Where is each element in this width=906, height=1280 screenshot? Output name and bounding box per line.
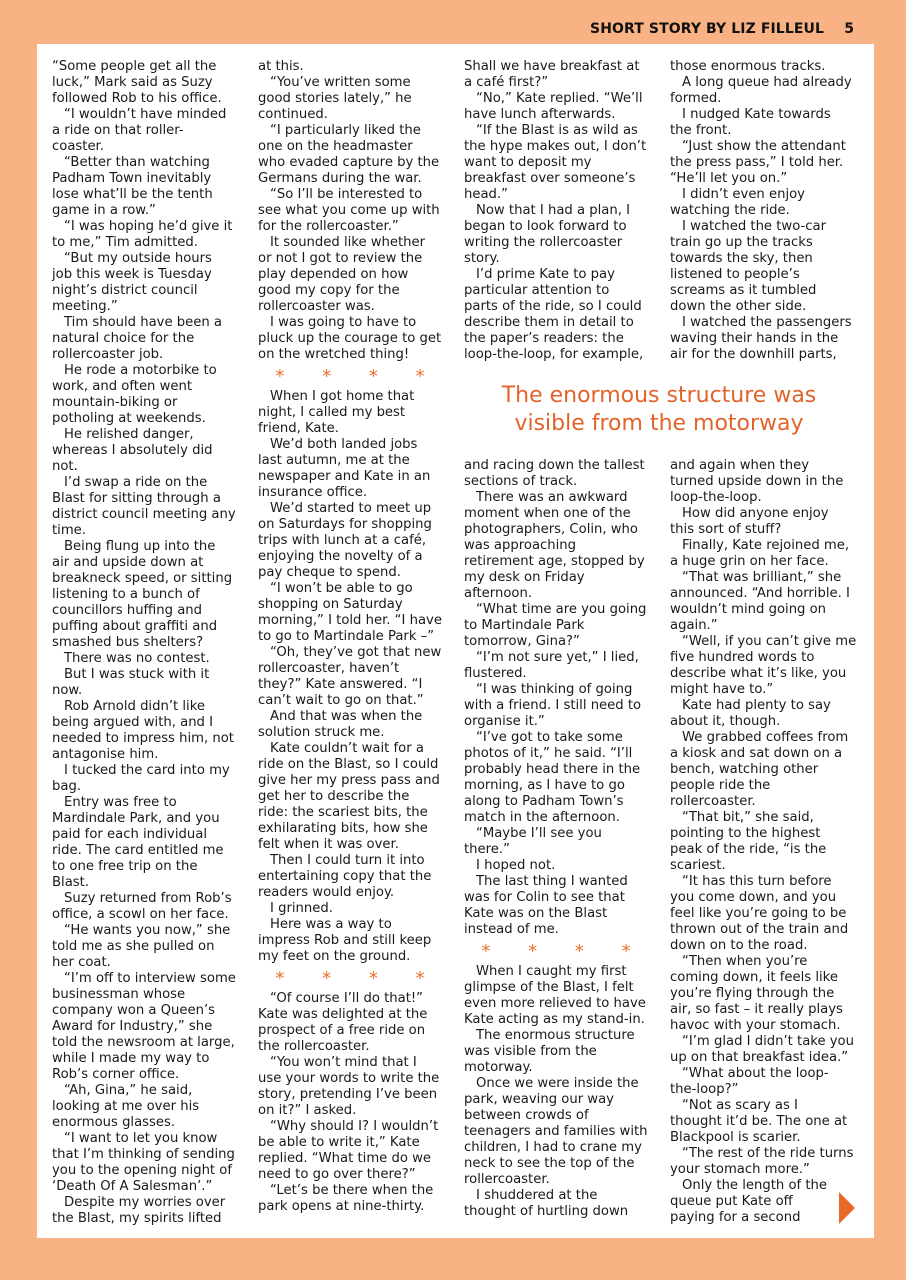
text-line: I’d prime Kate to pay: [476, 267, 615, 282]
text-line: Kate acting as my stand-in.: [464, 1012, 645, 1027]
text-line: again.”: [670, 618, 718, 633]
text-line: glimpse of the Blast, I felt: [464, 980, 634, 995]
text-line: We’d both landed jobs: [270, 437, 418, 452]
text-line: Rob Arnold didn’t like: [64, 699, 205, 714]
text-line: morning,” I told her. “I have: [258, 613, 442, 628]
text-line: sections of track.: [464, 474, 578, 489]
text-line: and racing down the tallest: [464, 458, 645, 473]
text-line: rollercoaster was.: [258, 299, 375, 314]
text-line: motorway.: [464, 1060, 533, 1075]
text-line: “You’ve written some: [270, 75, 411, 90]
text-line: even more relieved to have: [464, 996, 646, 1011]
text-line: Finally, Kate rejoined me,: [682, 538, 850, 553]
text-line: to Martindale Park: [464, 618, 585, 633]
column-2-part-b: [258, 389, 448, 965]
text-line: Award for Industry,” she: [52, 1019, 213, 1034]
text-line: might have to.”: [670, 682, 774, 697]
text-line: work, and often went: [52, 379, 193, 394]
text-line: “Not as scary as I: [682, 1098, 798, 1113]
text-line: the rollercoaster.: [258, 1039, 370, 1054]
text-line: “Let’s be there when the: [270, 1183, 434, 1198]
text-line: Padham Town inevitably: [52, 171, 212, 186]
text-line: now.: [52, 683, 83, 698]
text-line: on the wretched thing!: [258, 347, 410, 362]
text-line: while I made my way to: [52, 1051, 210, 1066]
text-line: I hoped not.: [476, 858, 556, 873]
text-line: to go to Martindale Park –”: [258, 629, 435, 644]
text-line: rollercoaster job.: [52, 347, 164, 362]
text-line: writing the rollercoaster: [464, 235, 623, 250]
text-line: exhilarating bits, how she: [258, 821, 428, 836]
text-line: I’d swap a ride on the: [64, 475, 208, 490]
page-header: [0, 0, 906, 44]
text-line: pointing to the highest: [670, 826, 821, 841]
text-line: at this.: [258, 59, 304, 74]
text-line: be able to write it,” Kate: [258, 1135, 420, 1150]
text-line: “No,” Kate replied. “We’ll: [476, 91, 643, 106]
text-line: luck,” Mark said as Suzy: [52, 75, 213, 90]
text-line: listening to a bunch of: [52, 587, 200, 602]
text-line: I nudged Kate towards: [682, 107, 831, 122]
text-line: a ride on that roller-: [52, 123, 184, 138]
text-line: “I won’t be able to go: [270, 581, 413, 596]
text-line: my desk on Friday: [464, 570, 585, 585]
pull-quote-line-1: The enormous structure was: [501, 383, 817, 408]
text-line: paying for a second: [670, 1210, 801, 1225]
text-line: prospect of a free ride on: [258, 1023, 426, 1038]
text-line: I grinned.: [270, 901, 333, 916]
text-line: “I was thinking of going: [476, 682, 633, 697]
text-line: you come down, and you: [670, 890, 837, 905]
text-line: peak of the ride, “is the: [670, 842, 827, 857]
text-line: Entry was free to: [64, 795, 177, 810]
text-line: good my copy for the: [258, 283, 400, 298]
text-line: the paper’s readers: the: [464, 331, 624, 346]
text-line: looking at me over his: [52, 1099, 200, 1114]
text-line: feel like you’re going to be: [670, 906, 847, 921]
column-2-part-c: [258, 991, 448, 1215]
column-2-part-a: [258, 59, 448, 363]
text-line: that I’m thinking of sending: [52, 1147, 235, 1162]
text-line: five hundred words to: [670, 650, 815, 665]
text-line: this sort of stuff?: [670, 522, 782, 537]
text-line: teenagers and families with: [464, 1124, 648, 1139]
text-line: Shall we have breakfast at: [464, 59, 640, 74]
text-line: ride. The card entitled me: [52, 843, 224, 858]
text-line: people ride the: [670, 778, 771, 793]
text-line: loop-the-loop, for example,: [464, 347, 644, 362]
text-line: Rob’s corner office.: [52, 1067, 180, 1082]
text-line: air and upside down at: [52, 555, 204, 570]
text-line: moment when one of the: [464, 506, 631, 521]
text-line: bench, watching other: [670, 762, 819, 777]
text-line: “If the Blast is as wild as: [476, 123, 638, 138]
column-4-bottom: [670, 458, 860, 1226]
text-line: “Oh, they’ve got that new: [270, 645, 442, 660]
section-divider: * * * *: [275, 366, 441, 387]
text-line: businessman whose: [52, 987, 186, 1002]
text-line: thought of hurtling down: [464, 1204, 629, 1219]
text-line: last autumn, me at the: [258, 453, 410, 468]
text-line: Being flung up into the: [64, 539, 216, 554]
text-line: “What time are you going: [476, 602, 647, 617]
text-line: rollercoaster.: [464, 1172, 550, 1187]
text-line: morning, as I have to go: [464, 778, 625, 793]
column-3-bottom: [464, 458, 654, 1220]
text-line: “I’m not sure yet,” I lied,: [476, 650, 639, 665]
text-line: impress Rob and still keep: [258, 933, 432, 948]
text-line: We grabbed coffees from: [682, 730, 849, 745]
text-line: “I’m off to interview some: [64, 971, 236, 986]
text-line: “I particularly liked the: [270, 123, 421, 138]
text-line: Kate was on the Blast: [464, 906, 608, 921]
text-line: have lunch afterwards.: [464, 107, 616, 122]
text-line: havoc with your stomach.: [670, 1018, 841, 1033]
text-line: He rode a motorbike to: [64, 363, 217, 378]
section-divider: * * * *: [481, 941, 647, 962]
text-line: on Saturdays for shopping: [258, 517, 432, 532]
text-line: you’re flying through the: [670, 986, 835, 1001]
text-line: A long queue had already: [682, 75, 852, 90]
text-line: I tucked the card into my: [64, 763, 230, 778]
text-line: the front.: [670, 123, 732, 138]
text-line: watching the ride.: [670, 203, 790, 218]
text-line: on it?” I asked.: [258, 1103, 357, 1118]
text-line: He relished danger,: [64, 427, 194, 442]
text-line: “Just show the attendant: [682, 139, 846, 154]
text-line: head.”: [464, 187, 508, 202]
text-line: want to deposit my: [464, 155, 592, 170]
text-line: flustered.: [464, 666, 527, 681]
text-line: mountain-biking or: [52, 395, 178, 410]
text-line: instead of me.: [464, 922, 559, 937]
text-line: night’s district council: [52, 283, 198, 298]
text-line: rollercoaster, haven’t: [258, 661, 400, 676]
text-line: train go up the tracks: [670, 235, 813, 250]
text-line: bag.: [52, 779, 82, 794]
text-line: Now that I had a plan, I: [476, 203, 630, 218]
text-line: air, so fast – it really plays: [670, 1002, 843, 1017]
text-line: game in a row.”: [52, 203, 156, 218]
text-line: paid for each individual: [52, 827, 207, 842]
text-line: about it, though.: [670, 714, 781, 729]
text-line: breakneck speed, or sitting: [52, 571, 233, 586]
text-line: pay cheque to spend.: [258, 565, 401, 580]
text-line: And that was when the: [270, 709, 423, 724]
text-line: describe what it’s like, you: [670, 666, 847, 681]
text-line: the press pass,” I told her.: [670, 155, 844, 170]
text-line: friend, Kate.: [258, 421, 339, 436]
text-line: was visible from the: [464, 1044, 597, 1059]
text-line: felt when it was over.: [258, 837, 399, 852]
text-line: need to go over there?”: [258, 1167, 416, 1182]
text-line: Despite my worries over: [64, 1195, 226, 1210]
text-line: for the rollercoaster.”: [258, 219, 399, 234]
text-line: afternoon.: [464, 586, 533, 601]
section-divider: * * * *: [275, 968, 441, 989]
story-byline: SHORT STORY BY LIZ FILLEUL: [590, 21, 824, 37]
text-line: up on that breakfast idea.”: [670, 1050, 849, 1065]
text-line: “I’m glad I didn’t take you: [682, 1034, 854, 1049]
text-line: ride on the Blast, so I could: [258, 757, 439, 772]
text-line: between crowds of: [464, 1108, 589, 1123]
text-line: puffing about graffiti and: [52, 619, 218, 634]
text-line: loop-the-loop.: [670, 490, 762, 505]
text-line: or not I got to review the: [258, 251, 423, 266]
text-line: Germans during the war.: [258, 171, 422, 186]
text-line: solution struck me.: [258, 725, 385, 740]
text-line: with a friend. I still need to: [464, 698, 642, 713]
text-line: “Well, if you can’t give me: [682, 634, 857, 649]
text-line: district council meeting any: [52, 507, 236, 522]
text-line: I watched the passengers: [682, 315, 852, 330]
text-line: air for the downhill parts,: [670, 347, 837, 362]
text-line: told the newsroom at large,: [52, 1035, 235, 1050]
text-line: children, I had to crane my: [464, 1140, 642, 1155]
text-line: I shuddered at the: [476, 1188, 598, 1203]
column-3-top: [464, 59, 654, 363]
column-4-top: [670, 59, 860, 363]
text-line: “Why should I? I wouldn’t: [270, 1119, 439, 1134]
text-line: night, I called my best: [258, 405, 406, 420]
text-line: probably head there in the: [464, 762, 641, 777]
text-line: office, a scowl on her face.: [52, 907, 229, 922]
text-line: Kate was delighted at the: [258, 1007, 428, 1022]
text-line: needed to impress him, not: [52, 731, 234, 746]
text-line: We’d started to meet up: [270, 501, 432, 516]
text-line: Then I could turn it into: [270, 853, 425, 868]
text-line: rollercoaster.: [670, 794, 756, 809]
text-line: not.: [52, 459, 78, 474]
text-line: When I caught my first: [476, 964, 627, 979]
text-line: I was going to have to: [270, 315, 417, 330]
text-line: job this week is Tuesday: [52, 267, 212, 282]
text-line: a kiosk and sat down on a: [670, 746, 843, 761]
text-line: photos of it,” he said. “I’ll: [464, 746, 633, 761]
text-line: the hype makes out, I don’t: [464, 139, 647, 154]
text-line: retirement age, stopped by: [464, 554, 645, 569]
text-line: “Maybe I’ll see you: [476, 826, 602, 841]
text-line: “Of course I’ll do that!”: [270, 991, 423, 1006]
text-line: “I was hoping he’d give it: [64, 219, 233, 234]
text-line: formed.: [670, 91, 722, 106]
text-line: match in the afternoon.: [464, 810, 620, 825]
text-line: neck to see the top of the: [464, 1156, 635, 1171]
text-line: “You won’t mind that I: [270, 1055, 417, 1070]
text-line: readers would enjoy.: [258, 885, 395, 900]
text-line: I didn’t even enjoy: [682, 187, 805, 202]
column-3-part-c: [464, 964, 654, 1220]
text-line: announced. “And horrible. I: [670, 586, 850, 601]
text-line: “But my outside hours: [64, 251, 212, 266]
text-line: councillors huffing and: [52, 603, 203, 618]
text-line: “I wouldn’t have minded: [64, 107, 227, 122]
text-line: “Ah, Gina,” he said,: [64, 1083, 193, 1098]
text-line: “Some people get all the: [52, 59, 217, 74]
text-line: your stomach more.”: [670, 1162, 810, 1177]
text-line: There was an awkward: [476, 490, 628, 505]
text-line: story, pretending I’ve been: [258, 1087, 438, 1102]
text-line: Here was a way to: [270, 917, 392, 932]
text-line: ride: the scariest bits, the: [258, 805, 428, 820]
text-line: entertaining copy that the: [258, 869, 432, 884]
text-line: queue put Kate off: [670, 1194, 793, 1209]
text-line: to me,” Tim admitted.: [52, 235, 198, 250]
text-line: get her to describe the: [258, 789, 410, 804]
text-line: photographers, Colin, who: [464, 522, 638, 537]
text-line: “He wants you now,” she: [64, 923, 231, 938]
text-line: there.”: [464, 842, 510, 857]
text-line: followed Rob to his office.: [52, 91, 222, 106]
text-line: a café first?”: [464, 75, 549, 90]
text-line: the Blast, my spirits lifted: [52, 1211, 222, 1226]
text-line: good stories lately,” he: [258, 91, 412, 106]
text-line: shopping on Saturday: [258, 597, 403, 612]
text-line: whereas I absolutely did: [52, 443, 213, 458]
text-line: organise it.”: [464, 714, 545, 729]
column-1: [52, 59, 242, 1227]
text-line: story.: [464, 251, 500, 266]
text-line: smashed bus shelters?: [52, 635, 204, 650]
pull-quote: [464, 382, 854, 438]
text-line: scariest.: [670, 858, 726, 873]
text-line: insurance office.: [258, 485, 368, 500]
text-line: I watched the two-car: [682, 219, 827, 234]
text-line: use your words to write the: [258, 1071, 440, 1086]
text-line: But I was stuck with it: [64, 667, 210, 682]
text-line: coaster.: [52, 139, 104, 154]
text-line: thought it’d be. The one at: [670, 1114, 848, 1129]
text-line: “The rest of the ride turns: [682, 1146, 854, 1161]
text-line: meeting.”: [52, 299, 118, 314]
page-number: 5: [844, 21, 854, 37]
text-line: a huge grin on her face.: [670, 554, 829, 569]
text-line: continued.: [258, 107, 328, 122]
text-line: can’t wait to go on that.”: [258, 693, 424, 708]
text-line: my feet on the ground.: [258, 949, 411, 964]
text-line: parts of the ride, so I could: [464, 299, 642, 314]
text-line: down on to the road.: [670, 938, 808, 953]
text-line: replied. “What time do we: [258, 1151, 432, 1166]
text-line: “That was brilliant,” she: [682, 570, 842, 585]
text-line: “That bit,” she said,: [682, 810, 814, 825]
text-line: Kate couldn’t wait for a: [270, 741, 424, 756]
text-line: “He’ll let you on.”: [670, 171, 788, 186]
text-line: There was no contest.: [64, 651, 210, 666]
text-line: was for Colin to see that: [464, 890, 625, 905]
text-line: Only the length of the: [682, 1178, 828, 1193]
text-line: Kate had plenty to say: [682, 698, 831, 713]
text-line: coming down, it feels like: [670, 970, 838, 985]
text-line: potholing at weekends.: [52, 411, 206, 426]
text-line: breakfast over someone’s: [464, 171, 636, 186]
text-line: who evaded capture by the: [258, 155, 440, 170]
text-line: see what you come up with: [258, 203, 440, 218]
text-line: was approaching: [464, 538, 577, 553]
pull-quote-line-2: visible from the motorway: [514, 411, 804, 436]
text-line: “What about the loop-: [682, 1066, 829, 1081]
text-line: “I want to let you know: [64, 1131, 218, 1146]
text-line: Blast.: [52, 875, 90, 890]
text-line: lose what’ll be the tenth: [52, 187, 213, 202]
text-line: How did anyone enjoy: [682, 506, 829, 521]
continue-arrow-icon[interactable]: [839, 1192, 855, 1224]
text-line: “Then when you’re: [682, 954, 808, 969]
text-line: Tim should have been a: [64, 315, 223, 330]
text-line: park opens at nine-thirty.: [258, 1199, 425, 1214]
text-line: ‘Death Of A Salesman’.”: [52, 1179, 213, 1194]
text-line: screams as it tumbled: [670, 283, 817, 298]
text-line: tomorrow, Gina?”: [464, 634, 580, 649]
text-line: towards the sky, then: [670, 251, 813, 266]
text-line: Suzy returned from Rob’s: [64, 891, 232, 906]
text-line: told me as she pulled on: [52, 939, 215, 954]
column-2: [258, 59, 448, 1215]
text-line: thrown out of the train and: [670, 922, 849, 937]
text-line: down the other side.: [670, 299, 807, 314]
text-line: company won a Queen’s: [52, 1003, 216, 1018]
story-page: [37, 44, 874, 1238]
text-line: antagonise him.: [52, 747, 159, 762]
text-line: enjoying the novelty of a: [258, 549, 423, 564]
text-line: Blackpool is scarier.: [670, 1130, 801, 1145]
text-line: “It has this turn before: [682, 874, 832, 889]
text-line: trips with lunch at a café,: [258, 533, 427, 548]
text-line: her coat.: [52, 955, 111, 970]
text-line: describe them in detail to: [464, 315, 634, 330]
text-line: you to the opening night of: [52, 1163, 233, 1178]
text-line: enormous glasses.: [52, 1115, 176, 1130]
text-line: When I got home that: [270, 389, 415, 404]
text-line: began to look forward to: [464, 219, 627, 234]
text-line: Once we were inside the: [476, 1076, 639, 1091]
text-line: wouldn’t mind going on: [670, 602, 827, 617]
text-line: The last thing I wanted: [476, 874, 628, 889]
text-line: “So I’ll be interested to: [270, 187, 423, 202]
text-line: give her my press pass and: [258, 773, 440, 788]
text-line: The enormous structure: [476, 1028, 635, 1043]
text-line: Blast for sitting through a: [52, 491, 221, 506]
text-line: the-loop?”: [670, 1082, 739, 1097]
text-line: It sounded like whether: [270, 235, 426, 250]
text-line: park, weaving our way: [464, 1092, 614, 1107]
text-line: those enormous tracks.: [670, 59, 826, 74]
text-line: “I’ve got to take some: [476, 730, 623, 745]
text-line: turned upside down in the: [670, 474, 844, 489]
text-line: and again when they: [670, 458, 810, 473]
text-line: they?” Kate answered. “I: [258, 677, 423, 692]
text-line: one on the headmaster: [258, 139, 413, 154]
text-line: natural choice for the: [52, 331, 195, 346]
text-line: along to Padham Town’s: [464, 794, 624, 809]
text-line: waving their hands in the: [670, 331, 839, 346]
text-line: being argued with, and I: [52, 715, 213, 730]
text-line: particular attention to: [464, 283, 610, 298]
text-line: pluck up the courage to get: [258, 331, 442, 346]
text-line: time.: [52, 523, 86, 538]
text-line: “Better than watching: [64, 155, 210, 170]
text-line: Mardindale Park, and you: [52, 811, 220, 826]
text-line: listened to people’s: [670, 267, 800, 282]
text-line: to one free trip on the: [52, 859, 198, 874]
text-line: newspaper and Kate in an: [258, 469, 431, 484]
column-3-part-b: [464, 458, 654, 938]
text-line: play depended on how: [258, 267, 409, 282]
